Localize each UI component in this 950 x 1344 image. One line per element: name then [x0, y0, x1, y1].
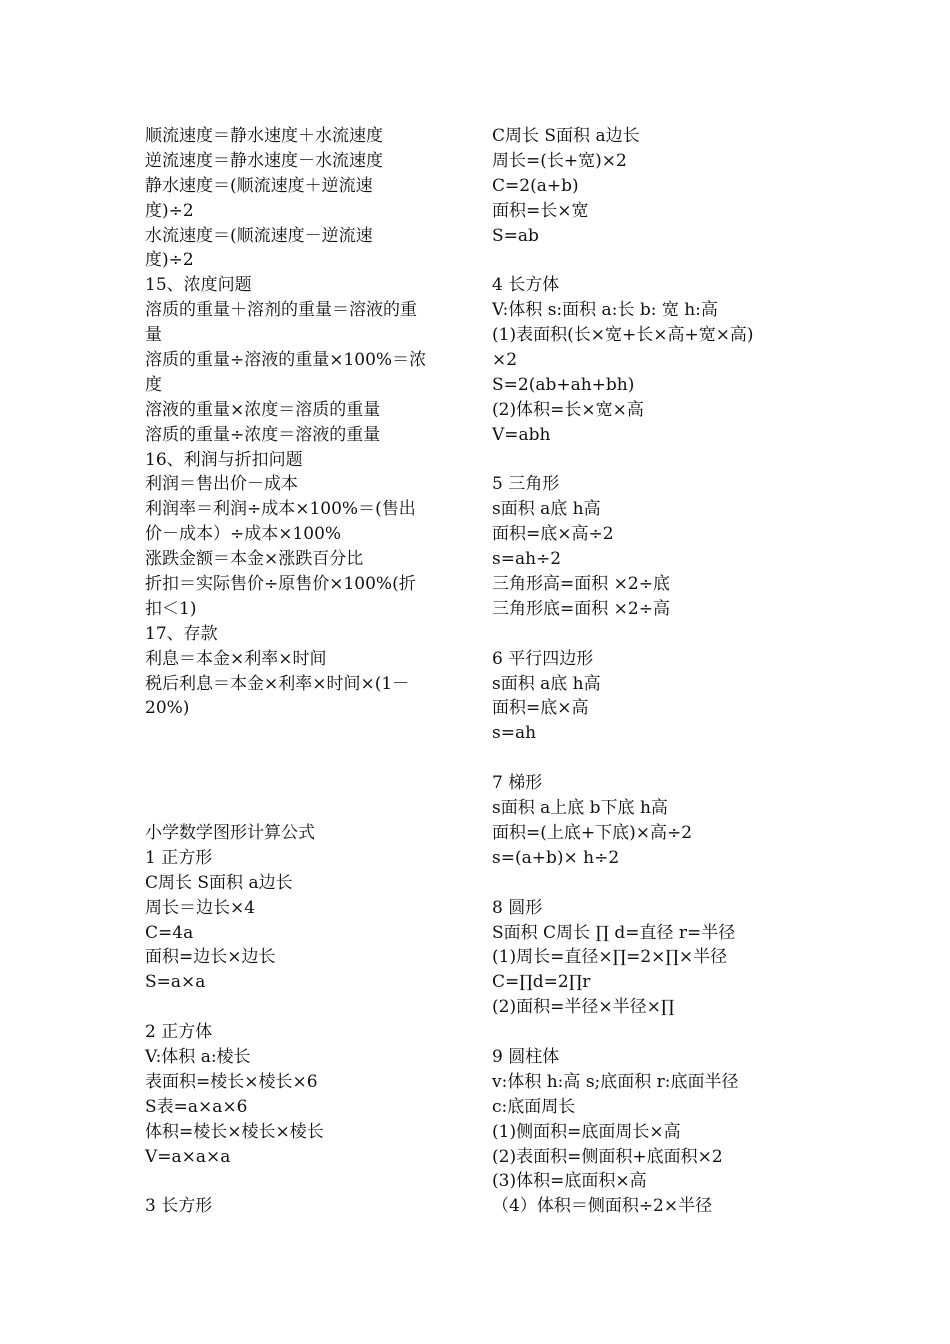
text-line: S=a×a: [145, 972, 206, 993]
text-line: [145, 771, 465, 796]
text-line: V:体积 s:面积 a:长 b: 宽 h:高: [492, 300, 718, 321]
text-line: S表=a×a×6: [145, 1096, 248, 1117]
text-line: [492, 448, 812, 473]
text-line: 度: [145, 374, 162, 395]
text-line: ×2: [492, 350, 518, 371]
text-line: 7 梯形: [492, 773, 543, 794]
text-line: S=ab: [492, 225, 539, 246]
text-line: (1)侧面积=底面周长×高: [492, 1121, 681, 1142]
text-line: 周长＝边长×4: [145, 897, 256, 918]
text-line: (2)表面积=侧面积+底面积×2: [492, 1146, 723, 1167]
text-line: 折扣＝实际售价÷原售价×100%(折: [145, 574, 416, 595]
right-column: [492, 124, 812, 1219]
text-line: 顺流速度＝静水速度＋水流速度: [145, 126, 383, 146]
text-line: 小学数学图形计算公式: [145, 822, 315, 843]
text-line: 三角形底=面积 ×2÷高: [492, 598, 670, 619]
text-line: 度)÷2: [145, 250, 194, 271]
text-line: 利息＝本金×利率×时间: [145, 648, 327, 669]
text-line: [145, 721, 465, 746]
left-column: [145, 124, 465, 1219]
text-line: 周长=(长+宽)×2: [492, 150, 627, 171]
text-line: 17、存款: [145, 623, 218, 644]
text-line: c:底面周长: [492, 1096, 576, 1117]
text-line: [145, 796, 465, 821]
text-line: 溶质的重量＋溶剂的重量＝溶液的重: [145, 300, 417, 321]
text-line: v:体积 h:高 s;底面积 r:底面半径: [492, 1071, 739, 1092]
text-line: [145, 995, 465, 1020]
text-line: 静水速度＝(顺流速度＋逆流速: [145, 175, 373, 196]
text-line: 税后利息＝本金×利率×时间×(1－: [145, 673, 410, 694]
text-line: C周长 S面积 a边长: [145, 872, 293, 893]
text-line: 水流速度＝(顺流速度－逆流速: [145, 225, 373, 246]
text-line: 5 三角形: [492, 474, 560, 495]
text-line: 度)÷2: [145, 200, 194, 221]
text-line: 面积=(上底+下底)×高÷2: [492, 822, 693, 843]
text-line: 溶质的重量÷浓度＝溶液的重量: [145, 424, 381, 445]
text-line: C周长 S面积 a边长: [492, 126, 640, 146]
text-line: s面积 a底 h高: [492, 673, 601, 694]
text-line: S面积 C周长 ∏ d=直径 r=半径: [492, 922, 736, 943]
text-line: 9 圆柱体: [492, 1046, 560, 1067]
text-line: 2 正方体: [145, 1022, 213, 1043]
text-line: 8 圆形: [492, 897, 543, 918]
text-line: 面积=底×高÷2: [492, 524, 614, 545]
text-line: s面积 a底 h高: [492, 499, 601, 520]
text-line: 表面积=棱长×棱长×6: [145, 1071, 318, 1092]
text-line: (2)面积=半径×半径×∏: [492, 997, 675, 1018]
text-line: [145, 746, 465, 771]
text-line: 三角形高=面积 ×2÷底: [492, 574, 670, 595]
text-line: 利润率＝利润÷成本×100%＝(售出: [145, 499, 416, 520]
text-line: 面积=长×宽: [492, 200, 589, 221]
text-line: 6 平行四边形: [492, 648, 594, 669]
text-line: C=4a: [145, 922, 194, 943]
text-line: V=abh: [492, 424, 551, 445]
text-line: s=ah: [492, 723, 537, 744]
text-line: 价－成本）÷成本×100%: [145, 524, 342, 545]
text-line: s=ah÷2: [492, 549, 562, 570]
text-line: 涨跌金额＝本金×涨跌百分比: [145, 549, 364, 570]
text-line: (1)周长=直径×∏=2×∏×半径: [492, 947, 728, 968]
text-line: [492, 871, 812, 896]
text-line: （4）体积＝侧面积÷2×半径: [492, 1196, 713, 1217]
text-line: C=∏d=2∏r: [492, 972, 591, 993]
text-line: (3)体积=底面积×高: [492, 1171, 647, 1192]
text-line: [145, 1169, 465, 1194]
text-line: 溶质的重量÷溶液的重量×100%＝浓: [145, 350, 427, 371]
text-line: V:体积 a:棱长: [145, 1046, 251, 1067]
text-line: 体积=棱长×棱长×棱长: [145, 1121, 324, 1142]
text-line: 逆流速度＝静水速度－水流速度: [145, 150, 383, 171]
text-line: 面积=边长×边长: [145, 947, 276, 968]
text-line: C=2(a+b): [492, 175, 579, 196]
text-line: 4 长方体: [492, 275, 560, 296]
text-line: 3 长方形: [145, 1196, 213, 1217]
text-line: [492, 1020, 812, 1045]
text-line: V=a×a×a: [145, 1146, 231, 1167]
text-line: 20%): [145, 698, 190, 719]
text-line: [492, 248, 812, 273]
text-line: S=2(ab+ah+bh): [492, 374, 635, 395]
text-line: (2)体积=长×宽×高: [492, 399, 644, 420]
text-line: 溶液的重量×浓度＝溶质的重量: [145, 399, 381, 420]
text-line: 量: [145, 325, 162, 346]
text-line: 扣＜1): [145, 598, 197, 619]
text-line: 1 正方形: [145, 847, 213, 868]
text-line: [492, 622, 812, 647]
text-line: (1)表面积(长×宽+长×高+宽×高): [492, 325, 754, 346]
text-line: s面积 a上底 b下底 h高: [492, 798, 668, 819]
text-line: [492, 746, 812, 771]
text-line: s=(a+b)× h÷2: [492, 847, 620, 868]
text-line: 15、浓度问题: [145, 275, 252, 296]
text-line: 16、利润与折扣问题: [145, 449, 303, 470]
text-line: 面积=底×高: [492, 698, 589, 719]
text-line: 利润＝售出价－成本: [145, 474, 298, 495]
